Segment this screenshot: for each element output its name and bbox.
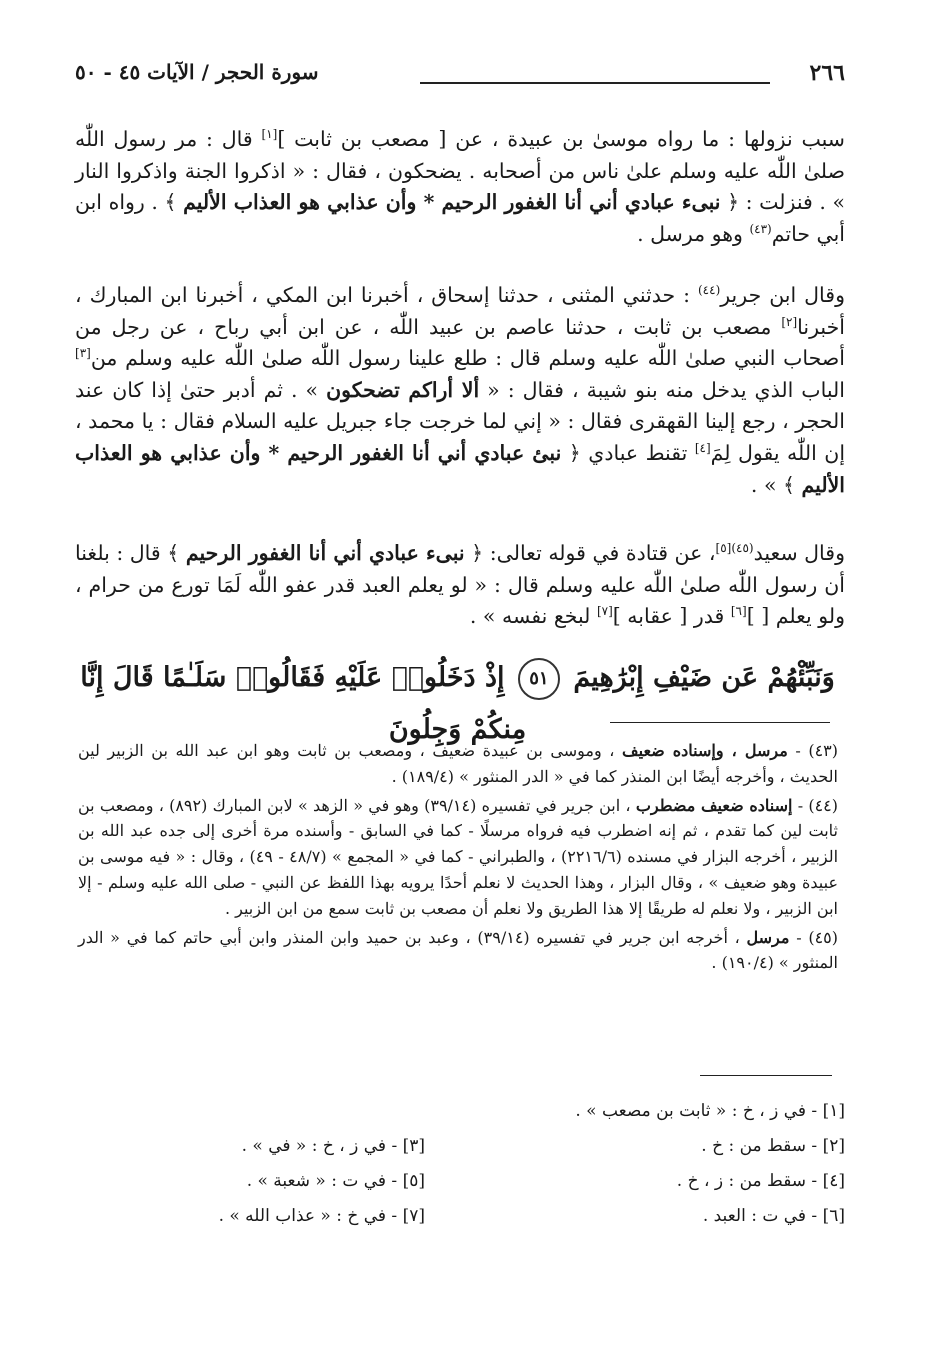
verse-part-2: إِذْ دَخَلُوا۟ عَلَيْهِ فَقَالُوا۟ سَلَـٰمًا قَالَ إِنَّا مِنكُمْ وَجِلُونَ — [80, 662, 527, 745]
text-run: مصعب بن ثابت ، حدثنا عاصم بن عبيد اللّٰه ، عن ابن أبي رباح ، عن رجل من أصحاب النبي صلىٰ اللّٰه عليه وسلم قال : طلع علينا رسول اللّٰه صلىٰ اللّٰه عليه وسلم من — [75, 314, 845, 371]
footnote-ref: (٤٥)[٥] — [715, 541, 754, 556]
footnotes — [78, 738, 838, 979]
manuscript-variants — [75, 1094, 845, 1234]
paragraph-3 — [75, 538, 845, 633]
text-run: (٤٤) - — [792, 795, 839, 815]
text-run: ، عن قتادة في قوله تعالى: ﴿ — [464, 541, 716, 565]
footnote-ref: [٣] — [75, 346, 91, 361]
text-run: وقال سعيد — [753, 541, 845, 565]
page-number: ٢٦٦ — [809, 60, 845, 86]
footnote-separator — [610, 722, 830, 723]
variant-note: [٣] - في ز ، خ : « في » . — [241, 1136, 425, 1156]
page-header — [75, 60, 845, 94]
footnote-ref: [٤] — [694, 441, 711, 456]
variant-row — [75, 1094, 845, 1129]
variant-note: [٤] - سقط من : ز ، خ . — [676, 1171, 845, 1191]
text-run: وقال ابن جرير — [720, 283, 845, 307]
text-run: ﴾ قال : بلغنا أن رسول اللّٰه صلىٰ اللّٰه عليه وسلم قال : « لو يعلم العبد قدر عفو اللّٰه لَمَا تورع من حرام ، ولو يعلم [ ] — [75, 541, 845, 629]
bold-text: إسناده ضعيف مضطرب — [635, 795, 793, 815]
variant-row — [75, 1199, 845, 1234]
text-run: قال : مر رسول اللّٰه صلىٰ اللّٰه عليه وسلم علىٰ ناس من أصحابه . يضحكون ، فقال : « اذكروا الجنة واذكروا النار » . فنزلت : ﴿ — [75, 127, 846, 215]
text-run: ﴾ . رواه ابن أبي حاتم — [75, 190, 845, 246]
variant-note: [١] - في ز ، خ : « ثابت بن مصعب » . — [575, 1101, 845, 1121]
footnote-ref: [٦] — [730, 604, 747, 619]
text-run: ، وموسى بن عبيدة ضعيف ، ومصعب بن ثابت وهو ابن عبد الله بن الزبير لين الحديث ، وأخرجه أيضًا ابن المنذر كما في « الدر المنثور » (١٨٩/٤) . — [78, 741, 838, 786]
text-run: لبخع نفسه » . — [469, 604, 597, 629]
text-run: وهو مرسل . — [637, 221, 750, 246]
variant-note: [٦] - في ت : العبد . — [702, 1206, 845, 1226]
text-run: ﴾ » . — [750, 472, 802, 497]
text-run: قدر [ عقابه ] — [612, 604, 731, 629]
footnote — [78, 925, 838, 977]
text-run: الباب الذي يدخل منه بنو شيبة ، فقال : « — [479, 377, 845, 402]
text-run: سبب نزولها : ما رواه موسىٰ بن عبيدة ، عن [ مصعب بن ثابت ] — [277, 127, 845, 151]
text-run: (٤٣) - — [787, 741, 839, 760]
bold-text: مرسل ، وإسناده ضعيف — [622, 741, 788, 760]
verse-part-1: وَنَبِّئْهُمْ عَن ضَيْفِ إِبْرَٰهِيمَ — [573, 662, 835, 693]
text-run: تقنط عبادي ﴿ — [561, 440, 695, 465]
bold-text: ألا أراكم تضحكون — [326, 377, 480, 402]
text-run: : حدثني المثنى ، حدثنا إسحاق ، أخبرنا ابن المكي ، أخبرنا ابن المبارك ، أخبرنا — [75, 283, 845, 339]
footnote-ref: [٧] — [596, 604, 613, 619]
footnote-ref: (٤٤) — [697, 283, 721, 298]
text-run: ، ابن جرير في تفسيره (٣٩/١٤) وهو في « الزهد » لابن المبارك (٨٩٢) ، ومصعب بن ثابت لين كما تقدم ، ثم إنه اضطرب فيه فرواه مرسلًا - كما في السابق - وأسنده مرة أخرى إلى جده عبد الله بن الزبير ، أخرجه البزار في مسنده (٢٢١٦/٦) ، والطبراني - كما في « المجمع » (٤٨/٧ - ٤٩) ، وقال : « فيه موسى بن عبيدة وهو ضعيف » ، وقال البزار ، وهذا الحديث لا نعلم أحدًا يرويه بهذا اللفظ عن النبي - صلى الله عليه وسلم - إلا ابن الزبير ، ولا نعلم له طريقًا إلا هذا الطريق ولا نعلم أن مصعب بن ثابت سمع من ابن الزبير . — [78, 795, 839, 918]
footnote-ref: [١] — [261, 127, 278, 142]
footnote — [78, 793, 838, 922]
ayah-number-mark: ٥١ — [518, 658, 560, 700]
variant-note: [٧] - في خ : « عذاب الله » . — [218, 1206, 425, 1226]
bold-text: نبئ عبادي أني أنا الغفور الرحيم * وأن عذابي هو العذاب الأليم — [75, 440, 845, 497]
running-title: سورة الحجر / الآيات ٤٥ - ٥٠ — [75, 60, 319, 84]
footnote-ref: (٤٣) — [749, 221, 772, 236]
variants-separator — [700, 1075, 832, 1076]
text-run: » . ثم أدبر حتىٰ إذا كان عند الحجر ، رجع إلينا القهقرى فقال : « إني لما خرجت جاء جبريل عليه السلام فقال : يا محمد ، إن اللّٰه يقول لِمَ — [75, 377, 846, 465]
header-rule — [420, 82, 770, 84]
text-run: (٤٥) - — [789, 927, 839, 947]
bold-text: نبىء عبادي أني أنا الغفور الرحيم — [185, 541, 465, 565]
variant-row — [75, 1129, 845, 1164]
text-run: ، أخرجه ابن جرير في تفسيره (٣٩/١٤) ، وعبد بن حميد وابن المنذر وابن أبي حاتم كما في « الدر المنثور » (١٩٠/٤) . — [78, 927, 838, 973]
paragraph-1 — [75, 124, 845, 250]
paragraph-2 — [75, 280, 845, 501]
variant-note: [٥] - في ت : « شعبة » . — [246, 1171, 425, 1191]
bold-text: نبىء عبادي أني أنا الغفور الرحيم * وأن عذابي هو العذاب الأليم — [183, 190, 721, 215]
footnote-ref: [٢] — [781, 314, 798, 329]
variant-row — [75, 1164, 845, 1199]
bold-text: مرسل — [746, 927, 790, 947]
variant-note: [٢] - سقط من : خ . — [701, 1136, 845, 1156]
footnote — [78, 738, 838, 790]
